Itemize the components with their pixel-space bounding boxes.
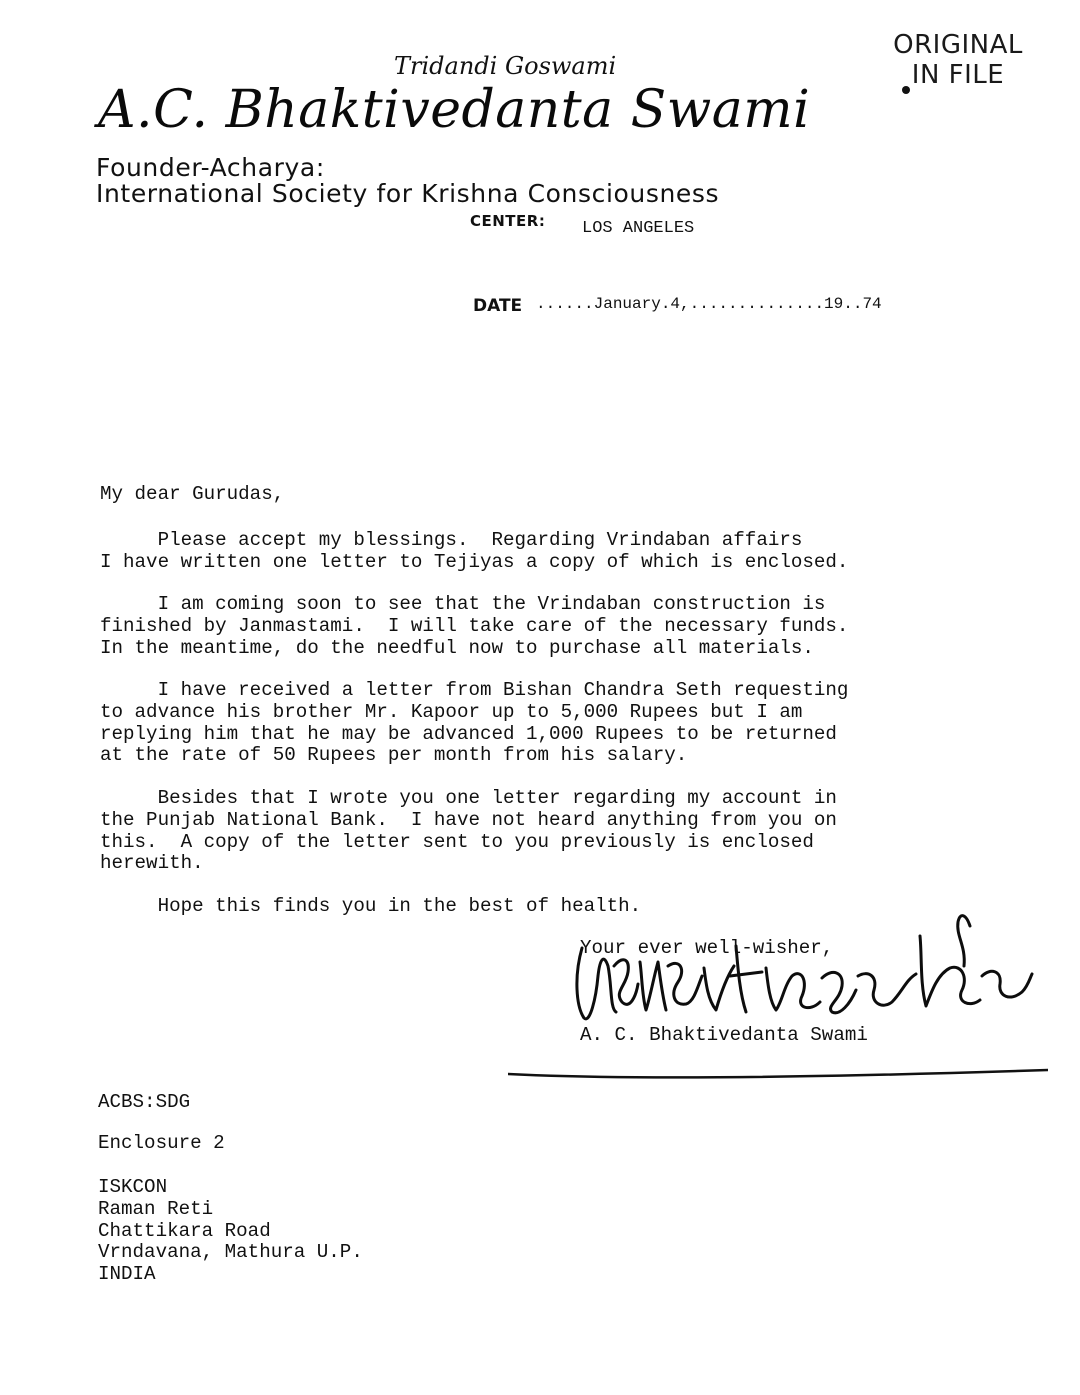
letterhead-name: A.C. Bhaktivedanta Swami	[98, 80, 811, 140]
paragraph-4: Besides that I wrote you one letter regarding my account in the Punjab National Bank. I have not heard anything from you on this. A copy of the letter sent to you previously is enclosed herewith.	[100, 787, 837, 875]
initials: ACBS:SDG	[98, 1091, 191, 1113]
address-block	[98, 1177, 363, 1286]
address-line-5: INDIA	[98, 1263, 156, 1286]
letterhead-founder: Founder-Acharya:	[96, 153, 325, 182]
stamp-line-1: ORIGINAL	[893, 30, 1023, 60]
letterhead-dot	[902, 86, 910, 94]
stamp-line-2: IN FILE	[911, 60, 1005, 90]
enclosure: Enclosure 2	[98, 1132, 225, 1154]
address-line-4: Vrndavana, Mathura U.P.	[98, 1241, 363, 1264]
closing: Your ever well-wisher,	[580, 937, 834, 959]
center-label: CENTER:	[470, 212, 546, 230]
paragraph-2: I am coming soon to see that the Vrindaban construction is finished by Janmastami. I will take care of the necessary funds. In the meantime, do the needful now to purchase all materials.	[100, 593, 849, 659]
paragraph-3: I have received a letter from Bishan Chandra Seth requesting to advance his brother Mr. Kapoor up to 5,000 Rupees but I am replying him that he may be advanced 1,000 Rupees to be returned at the rate of 50 Rupees per month from his salary.	[100, 679, 849, 767]
original-in-file-stamp	[888, 30, 1028, 90]
salutation: My dear Gurudas,	[100, 483, 285, 505]
date-value: ......January.4,..............19..74	[536, 295, 882, 313]
center-value: LOS ANGELES	[582, 219, 695, 238]
letterhead-society: International Society for Krishna Consciousness	[96, 179, 720, 208]
signature-underline	[508, 1068, 1048, 1082]
address-line-1: ISKCON	[98, 1176, 168, 1198]
paragraph-1: Please accept my blessings. Regarding Vrindaban affairs I have written one letter to Tejiyas a copy of which is enclosed.	[100, 529, 849, 573]
handwritten-signature	[570, 906, 1040, 1036]
paragraph-5: Hope this finds you in the best of health.	[100, 895, 642, 917]
letterhead-tridandi: Tridandi Goswami	[394, 52, 617, 80]
address-line-2: Raman Reti	[98, 1197, 214, 1220]
signature-name: A. C. Bhaktivedanta Swami	[580, 1024, 868, 1046]
date-label: DATE	[473, 296, 523, 316]
address-line-3: Chattikara Road	[98, 1219, 271, 1242]
